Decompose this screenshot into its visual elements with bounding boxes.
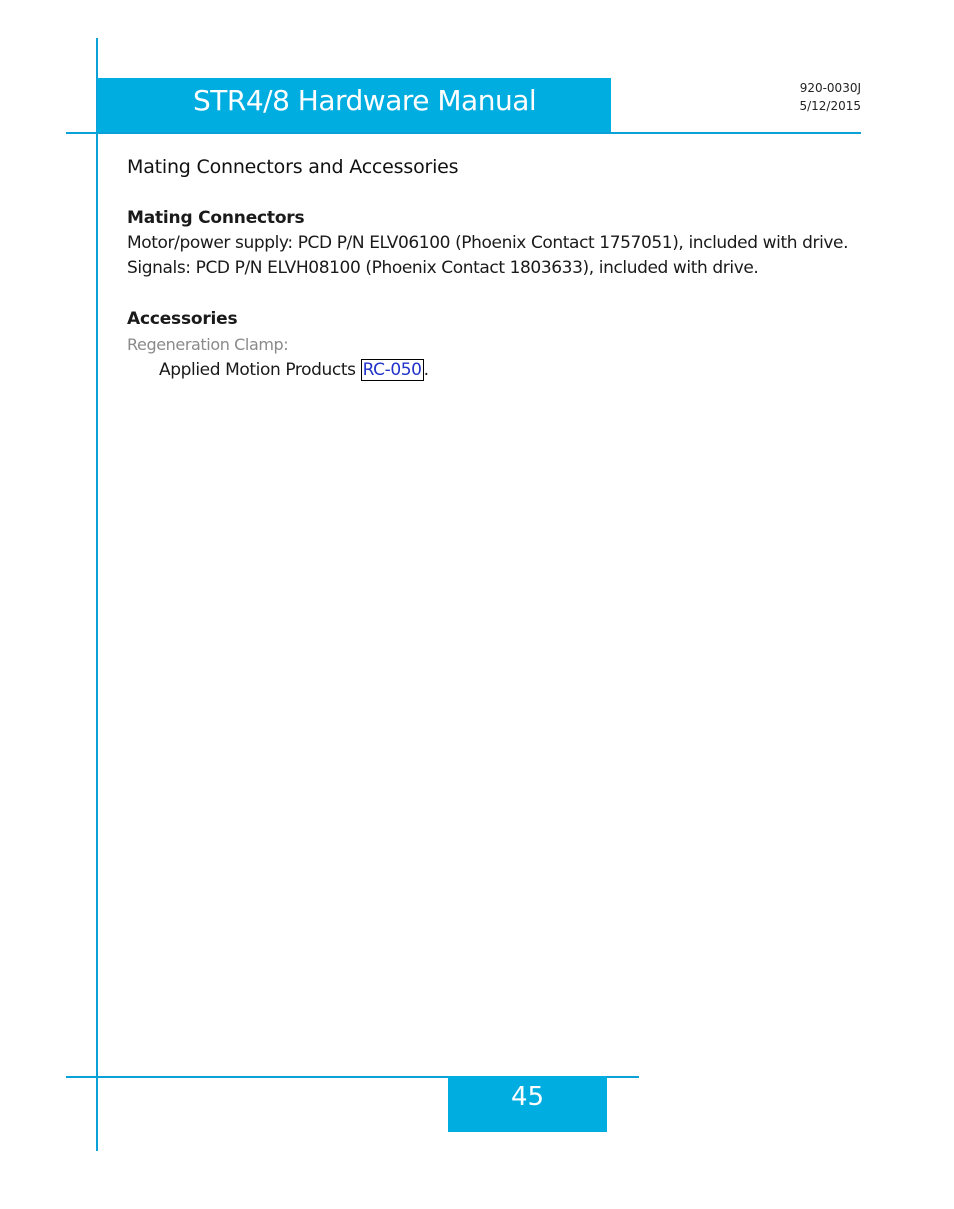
page-number: 45 bbox=[510, 1082, 545, 1112]
mating-connectors-heading: Mating Connectors bbox=[127, 208, 305, 228]
accessory-item bbox=[127, 358, 847, 383]
page-content bbox=[127, 153, 847, 383]
document-meta bbox=[799, 79, 861, 115]
rc-050-link[interactable]: RC-050 bbox=[362, 360, 422, 380]
document-title: STR4/8 Hardware Manual bbox=[193, 84, 537, 117]
accessory-prefix: Applied Motion Products bbox=[159, 360, 361, 380]
section-title: Mating Connectors and Accessories bbox=[127, 156, 459, 178]
signals-line: Signals: PCD P/N ELVH08100 (Phoenix Contact 1803633), included with drive. bbox=[127, 258, 759, 278]
accessory-suffix: . bbox=[423, 360, 429, 380]
motor-power-supply-line: Motor/power supply: PCD P/N ELV06100 (Phoenix Contact 1757051), included with drive. bbox=[127, 233, 849, 253]
document-date: 5/12/2015 bbox=[799, 99, 861, 113]
left-margin-rule bbox=[96, 38, 98, 1151]
document-number: 920-0030J bbox=[799, 81, 861, 95]
accessories-heading: Accessories bbox=[127, 309, 238, 329]
regeneration-clamp-label: Regeneration Clamp: bbox=[127, 335, 289, 354]
header-title-bar bbox=[97, 78, 611, 132]
header-rule bbox=[66, 132, 861, 134]
page-number-box bbox=[448, 1076, 607, 1132]
